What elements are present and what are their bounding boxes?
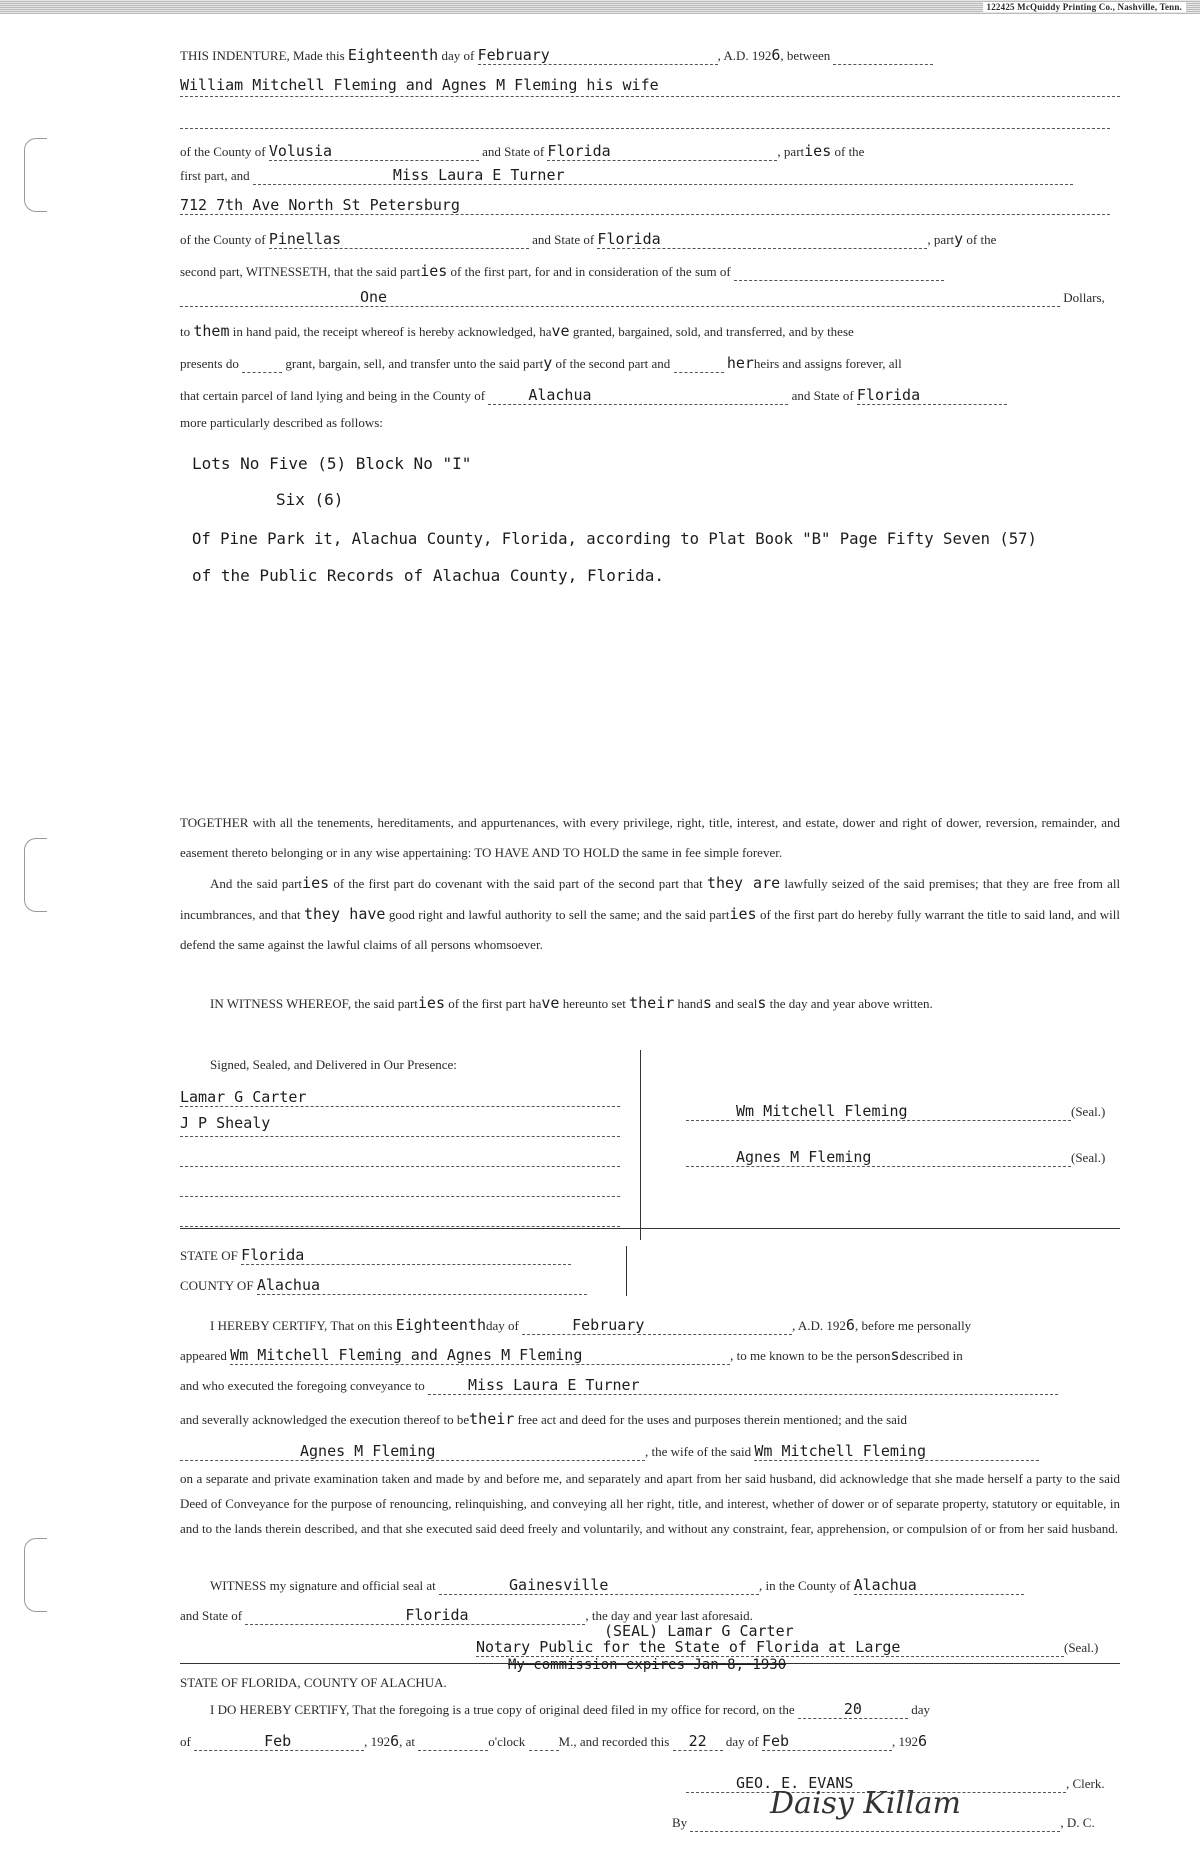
witnesseth-line: second part, WITNESSETH, that the said parties of the first part, for and in consideration of the sum of — [180, 262, 1120, 281]
witness-seal-line: WITNESS my signature and official seal at Gainesville , in the County of Alachua — [180, 1576, 1120, 1595]
presents-line: presents do grant, bargain, sell, and transfer unto the said party of the second part and herheirs and assigns forever, all — [180, 354, 902, 372]
grantor-county: Volusia — [269, 142, 479, 161]
conveyance-line: and who executed the foregoing conveyance to Miss Laura E Turner — [180, 1376, 1120, 1395]
in-witness-clause: IN WITNESS WHEREOF, the said parties of the first part have hereunto set their hands and seals the day and year above written. — [210, 994, 933, 1012]
deputy-line: By , D. C. — [672, 1815, 1095, 1830]
clerk-line: GEO. E. EVANS , Clerk. — [686, 1774, 1116, 1793]
consideration-sum: One — [180, 288, 1060, 307]
consideration-line: One Dollars, — [180, 288, 1120, 307]
witness-1: Lamar G Carter — [180, 1088, 307, 1106]
deed-month: February — [478, 46, 718, 65]
grantor-state: Florida — [547, 142, 777, 161]
grantors: William Mitchell Fleming and Agnes M Fleming his wife — [180, 76, 659, 94]
deputy-signature: Daisy Killam — [770, 1786, 961, 1821]
grantee-name: Miss Laura E Turner — [253, 166, 1073, 185]
paid-line: to them in hand paid, the receipt whereof is hereby acknowledged, have granted, bargained, sold, and transferred, and by these — [180, 322, 854, 340]
ack-brace — [626, 1246, 627, 1296]
grantor-signature-2: Agnes M Fleming — [686, 1148, 1071, 1167]
indenture-line-1: THIS INDENTURE, Made this Eighteenth day of February , A.D. 1926, between — [180, 46, 1120, 65]
signed-sealed-label: Signed, Sealed, and Delivered in Our Presence: — [210, 1057, 457, 1072]
legal-line-2: Six (6) — [276, 490, 344, 509]
covenant-clause: And the said parties of the first part do covenant with the said part of the second part that they are lawfully seized of the said premises; that they are free from all incumbrances, and that they have good right and lawful authority to sell the same; and the said parties of the first part do hereby fully warrant the title to said land, and will defend the same against the lawful claims of all persons whomsoever. — [180, 874, 1121, 952]
wife-line: Agnes M Fleming , the wife of the said Wm Mitchell Fleming — [180, 1442, 1120, 1461]
grantee-state: Florida — [597, 230, 927, 249]
parcel-line: that certain parcel of land lying and being in the County of Alachua and State of Florida — [180, 386, 1120, 405]
section-divider — [180, 1228, 1120, 1229]
grantee-county-line: of the County of Pinellas and State of Florida , party of the — [180, 230, 997, 248]
appeared-persons: Wm Mitchell Fleming and Agnes M Fleming — [230, 1346, 730, 1365]
signature-2-line: Agnes M Fleming (Seal.) — [686, 1148, 1116, 1167]
ack-state: Florida — [241, 1246, 571, 1265]
grantee-county: Pinellas — [269, 230, 529, 249]
appeared-line: appeared Wm Mitchell Fleming and Agnes M Fleming , to me known to be the personsdescribed in — [180, 1346, 963, 1364]
together-clause: TOGETHER with all the tenements, hereditaments, and appurtenances, with every privilege, right, title, interest, and estate, dower and right of dower, reversion, remainder, and easement thereto belonging or in any wise appertaining: TO HAVE AND TO HOLD the same in fee simple forever. — [180, 815, 1120, 860]
ack-state2-line: and State of Florida , the day and year last aforesaid. — [180, 1606, 753, 1624]
ack-body: on a separate and private examination taken and made by and before me, and separately and apart from her said husband, did acknowledge that she made herself a party to the said Deed of Conveyance for the purpose of renouncing, relinquishing, and conveying all her right, title, and interest, whether of dower or of separate property, statutory or equitable, in and to the lands therein described, and that she executed said deed freely and voluntarily, and without any constraint, fear, apprehension, or compulsion of or from her said husband. — [180, 1471, 1120, 1536]
binder-ring-mark — [24, 138, 47, 212]
ack-county: Alachua — [257, 1276, 587, 1295]
described-label: more particularly described as follows: — [180, 415, 383, 430]
signature-1-line: Wm Mitchell Fleming (Seal.) — [686, 1102, 1116, 1121]
parcel-county: Alachua — [488, 386, 788, 405]
certify-line: I HEREBY CERTIFY, That on this Eighteenthday of February , A.D. 1926, before me personally — [210, 1316, 972, 1334]
record-certify-line: I DO HEREBY CERTIFY, That the foregoing is a true copy of original deed filed in my office for record, on the 20 day — [210, 1700, 930, 1718]
legal-line-1: Lots No Five (5) Block No "I" — [192, 454, 472, 473]
binder-ring-mark — [24, 1538, 47, 1612]
grantor-signature-1: Wm Mitchell Fleming — [686, 1102, 1071, 1121]
notary-title-line: Notary Public for the State of Florida at Large (Seal.) — [476, 1638, 1099, 1656]
grantor-county-line: of the County of Volusia and State of Florida , parties of the — [180, 142, 865, 160]
legal-line-3: Of Pine Park it, Alachua County, Florida, according to Plat Book "B" Page Fifty Seven (57) — [192, 530, 1037, 548]
clerk-name: GEO. E. EVANS — [686, 1774, 1066, 1793]
record-date-line: of Feb , 1926, at o'clock M., and recorded this 22 day of Feb , 1926 — [180, 1732, 927, 1750]
deed-day: Eighteenth — [347, 46, 439, 64]
ack-state-line: STATE OF Florida — [180, 1246, 1120, 1265]
notary-commission: My commission expires Jan 8, 1930 — [508, 1657, 787, 1673]
notary-seal-name: (SEAL) Lamar G Carter — [604, 1622, 794, 1640]
grantee-line: first part, and Miss Laura E Turner — [180, 166, 1120, 185]
record-heading: STATE OF FLORIDA, COUNTY OF ALACHUA. — [180, 1675, 447, 1690]
parcel-state: Florida — [857, 386, 1007, 405]
ack-county-line: COUNTY OF Alachua — [180, 1276, 1120, 1295]
legal-line-4: of the Public Records of Alachua County, Florida. — [192, 566, 665, 585]
binder-ring-mark — [24, 838, 47, 912]
witness-brace — [640, 1050, 641, 1240]
printer-imprint: 122425 McQuiddy Printing Co., Nashville, Tenn. — [983, 2, 1186, 12]
witness-2: J P Shealy — [180, 1114, 271, 1132]
deed-year: 6 — [771, 46, 781, 64]
acknowledged-line: and severally acknowledged the execution thereof to betheir free act and deed for the uses and purposes therein mentioned; and the said — [180, 1410, 908, 1428]
grantee-address: 712 7th Ave North St Petersburg — [180, 196, 460, 214]
